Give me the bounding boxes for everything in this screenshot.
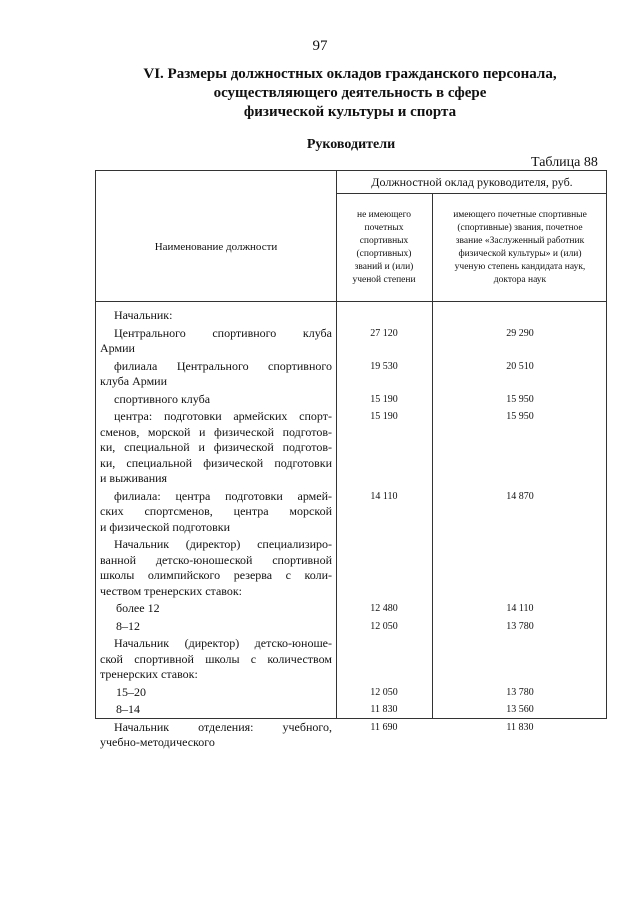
position-name-line: ской спортивной школы с количеством	[100, 651, 332, 666]
position-name	[100, 326, 332, 357]
salary-no-titles: 19 530	[370, 360, 398, 372]
salary-no-titles: 11 690	[370, 721, 398, 733]
position-name-line: центра: подготовки армейских спорт-	[114, 409, 332, 423]
position-name-line: Начальник (директор) детско-юноше-	[114, 636, 332, 650]
salary-no-titles: 12 050	[370, 686, 398, 698]
position-name-line: 8–14	[116, 702, 140, 716]
position-name-line: сменов, морской и физической подготов-	[100, 424, 332, 439]
salary-table	[95, 170, 607, 749]
position-name	[100, 636, 332, 683]
position-name-line: ки, специальной и физической подготов-	[100, 440, 332, 454]
position-name	[100, 537, 332, 599]
salary-with-titles: 15 950	[506, 393, 534, 405]
position-name-line: 8–12	[116, 618, 140, 633]
position-name-line: более 12	[116, 601, 160, 615]
salary-no-titles: 15 190	[370, 411, 398, 422]
position-name	[100, 409, 332, 487]
header-col-with-titles	[432, 209, 608, 287]
salary-with-titles: 14 110	[506, 603, 534, 614]
header-line: не имеющего	[356, 210, 412, 220]
salary-no-titles: 27 120	[370, 327, 398, 339]
subheading: Руководители	[306, 137, 396, 152]
position-name	[100, 619, 332, 635]
section-title-line: VI. Размеры должностных окладов гражданского персонала,	[143, 66, 557, 82]
header-col-no-titles	[336, 209, 432, 287]
header-position: Наименование должности	[154, 241, 278, 253]
position-name	[100, 702, 332, 718]
header-line: звание «Заслуженный работник	[455, 236, 585, 246]
salary-with-titles: 20 510	[506, 360, 534, 372]
salary-no-titles: 15 190	[370, 393, 398, 405]
page-number: 97	[312, 38, 328, 54]
position-name-line: Начальник (директор) специализиро-	[114, 537, 332, 551]
position-name-line: Начальник отделения: учебного,	[114, 719, 332, 734]
position-name-line: Армии	[100, 341, 135, 355]
salary-with-titles: 13 780	[506, 620, 534, 632]
position-name	[100, 685, 332, 701]
header-line: ученую степень кандидата наук,	[454, 262, 586, 272]
position-name-line: ских спортсменов, центра морской	[100, 504, 332, 518]
header-line: спортивных	[359, 236, 409, 246]
salary-no-titles: 11 830	[370, 704, 398, 715]
salary-no-titles: 12 480	[370, 603, 398, 614]
header-line: имеющего почетные спортивные	[453, 210, 587, 220]
position-name-line: Начальник:	[114, 308, 173, 322]
position-name-line: Центрального спортивного клуба	[114, 325, 332, 340]
header-line: ученой степени	[352, 275, 416, 285]
header-line: почетных	[364, 223, 404, 233]
section-title	[100, 65, 600, 122]
position-name	[100, 308, 332, 324]
position-name-line: чеством тренерских ставок:	[100, 583, 243, 598]
salary-no-titles: 14 110	[370, 490, 398, 502]
header-line: физической культуры» и (или)	[458, 249, 582, 259]
position-name-line: тренерских ставок:	[100, 667, 198, 681]
salary-with-titles: 13 780	[506, 686, 534, 698]
table-label: Таблица 88	[531, 155, 598, 170]
header-divider	[96, 301, 606, 302]
position-name-line: 15–20	[116, 684, 146, 699]
header-line: доктора наук	[493, 275, 547, 285]
header-divider	[336, 193, 606, 194]
header-salary-group: Должностной оклад руководителя, руб.	[371, 174, 573, 189]
position-name-line: и физической подготовки	[100, 519, 231, 534]
position-name-line: ванной детско-юношеской спортивной	[100, 552, 332, 567]
position-name-line: школы олимпийского резерва с коли-	[100, 568, 332, 582]
position-name	[100, 601, 332, 617]
position-name	[100, 720, 332, 751]
section-title-line: физической культуры и спорта	[243, 104, 457, 120]
salary-with-titles: 11 830	[506, 721, 534, 733]
position-name	[100, 392, 332, 408]
section-title-line: осуществляющего деятельность в сфере	[213, 85, 487, 101]
position-name-line: филиала Центрального спортивного	[114, 358, 332, 373]
position-name-line: клуба Армии	[100, 374, 168, 388]
salary-with-titles: 13 560	[506, 704, 534, 715]
position-name-line: учебно-методического	[100, 735, 215, 749]
salary-no-titles: 12 050	[370, 620, 398, 632]
salary-with-titles: 14 870	[506, 490, 534, 502]
header-line: званий и (или)	[354, 262, 414, 272]
position-name-line: филиала: центра подготовки армей-	[114, 488, 332, 503]
position-name-line: ки, специальной физической подготовки	[100, 455, 332, 470]
position-name-line: и выживания	[100, 471, 168, 485]
position-name-line: спортивного клуба	[114, 391, 211, 406]
header-line: (спортивные) звания, почетное	[457, 223, 583, 233]
position-name	[100, 359, 332, 390]
header-line: (спортивных)	[356, 249, 412, 259]
salary-with-titles: 15 950	[506, 411, 534, 422]
position-name	[100, 489, 332, 536]
salary-with-titles: 29 290	[506, 327, 534, 339]
